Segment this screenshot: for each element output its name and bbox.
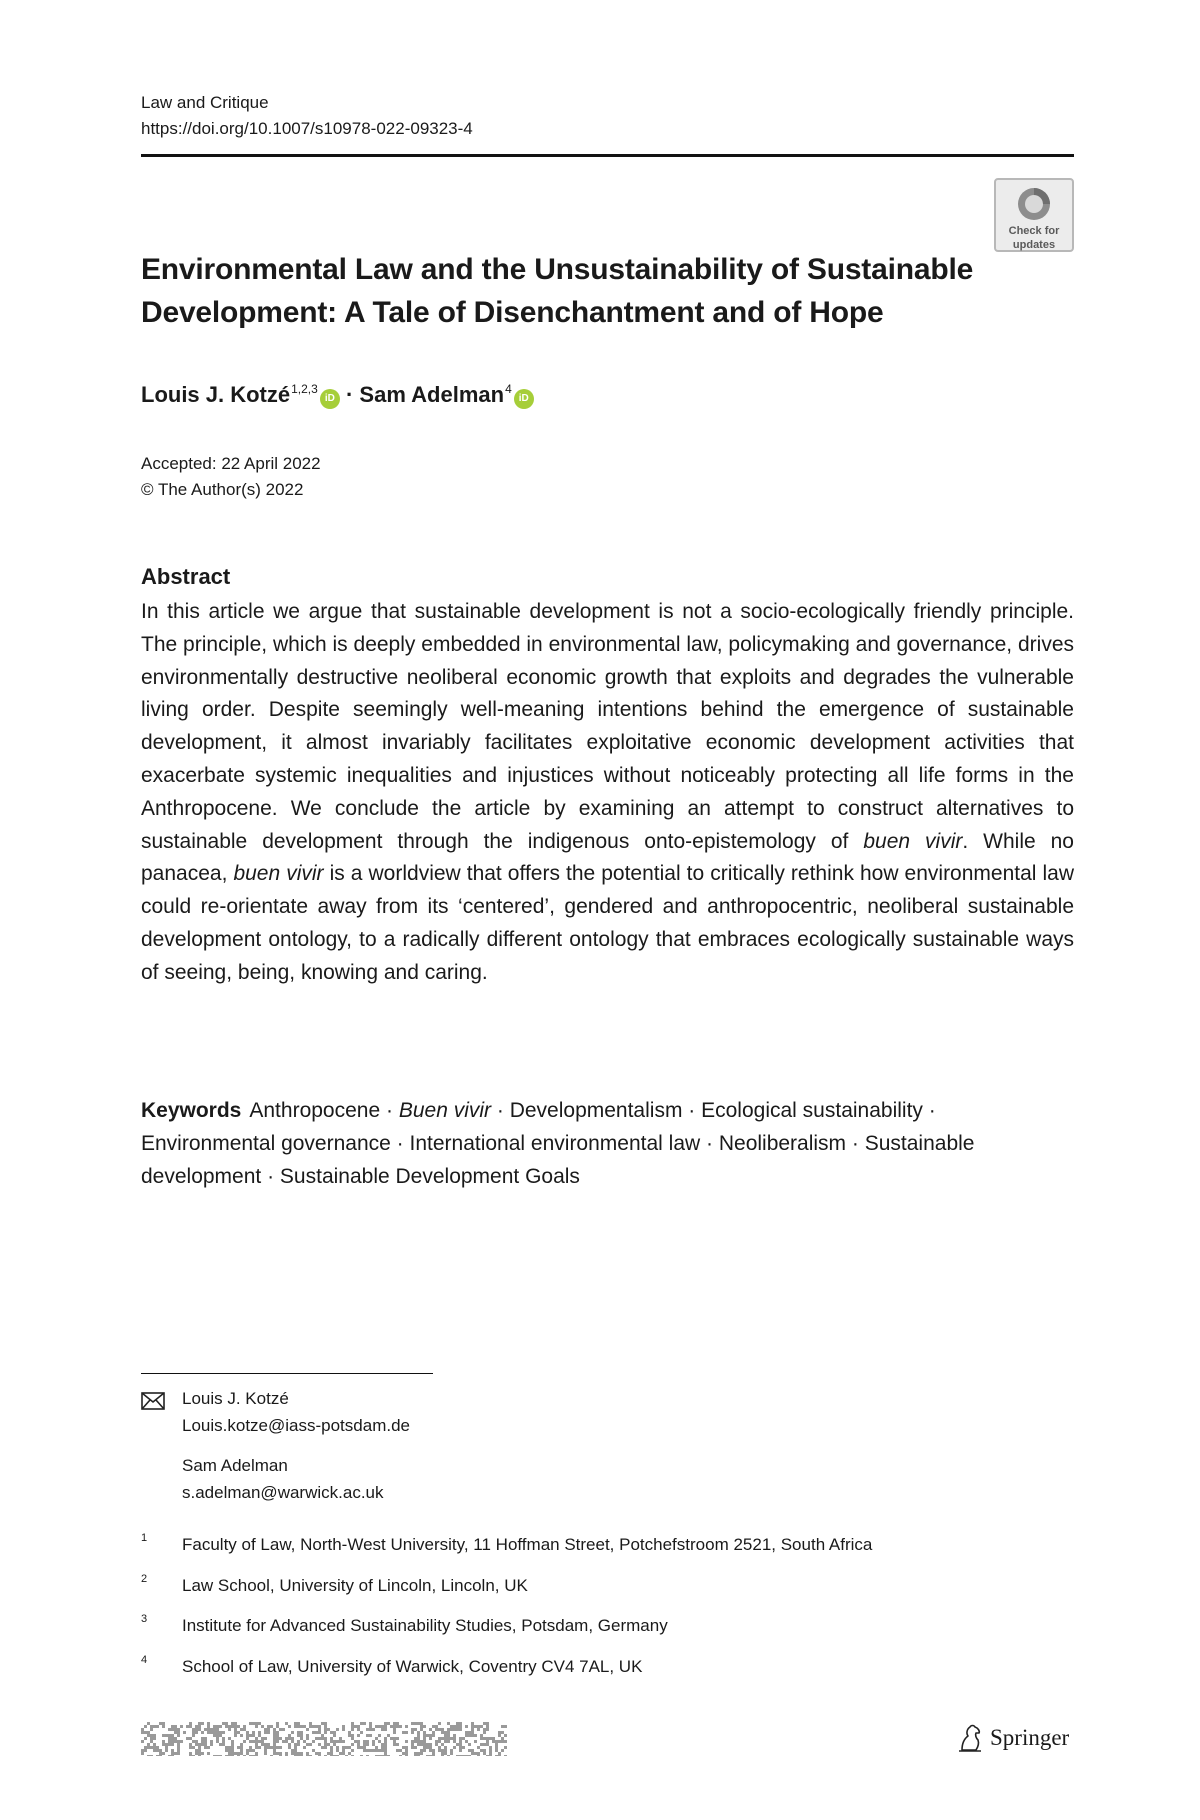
keyword-separator: · (380, 1099, 399, 1122)
abstract-part: is a worldview that offers the potential to critically rethink how environmental law could re-orientate away from its ‘centered’, gendered and anthropocentric, neoliberal sustainable development ontology, to a radically different ontology that embraces ecologically sustainable ways of seeing, being, knowing and caring. (141, 862, 1074, 984)
springer-horse-icon (956, 1723, 984, 1753)
affiliation-text: Institute for Advanced Sustainability Studies, Potsdam, Germany (182, 1616, 668, 1635)
correspondence-name: Sam Adelman (182, 1456, 288, 1475)
keyword-separator: · (682, 1099, 702, 1122)
affiliation-text: Faculty of Law, North-West University, 11 Hoffman Street, Potchefstroom 2521, South Africa (182, 1535, 873, 1554)
keyword-item[interactable]: Developmentalism (509, 1099, 683, 1122)
author-affiliation-sup: 4 (505, 382, 512, 396)
keywords-label: Keywords (141, 1099, 242, 1122)
badge-text-line2: updates (1012, 239, 1056, 251)
affiliation-text: School of Law, University of Warwick, Coventry CV4 7AL, UK (182, 1657, 643, 1676)
check-for-updates-icon (1015, 185, 1053, 223)
publisher-name: Springer (990, 1725, 1070, 1750)
correspondence-email[interactable]: Louis.kotze@iass-potsdam.de (182, 1416, 410, 1435)
author-name: Louis J. Kotzé (141, 382, 291, 407)
keyword-item[interactable]: Sustainable development (141, 1132, 975, 1188)
footnote-rule (141, 1373, 433, 1374)
doi-link[interactable]: https://doi.org/10.1007/s10978-022-09323-4 (141, 119, 473, 138)
keyword-list (141, 1099, 974, 1188)
abstract-heading: Abstract (141, 564, 231, 589)
badge-text-line1: Check for (1008, 225, 1060, 237)
keyword-separator: · (700, 1132, 719, 1155)
keyword-item[interactable]: Anthropocene (249, 1099, 381, 1122)
author-separator: · (345, 382, 354, 407)
abstract-text (141, 596, 1074, 990)
author-name: Sam Adelman (359, 382, 505, 407)
keyword-item[interactable]: Sustainable Development Goals (279, 1165, 580, 1188)
correspondence-name: Louis J. Kotzé (182, 1389, 289, 1408)
author-affiliation-sup: 1,2,3 (291, 382, 318, 396)
keyword-item[interactable]: International environmental law (409, 1132, 701, 1155)
keyword-item[interactable]: Buen vivir (398, 1099, 492, 1122)
article-title: Environmental Law and the Unsustainability of Sustainable Development: A Tale of Disenchantment and of Hope (141, 253, 974, 329)
keyword-separator: · (390, 1132, 410, 1155)
publisher-logo[interactable] (956, 1720, 1069, 1756)
affiliation-number: 3 (141, 1613, 148, 1625)
abstract-italic-term: buen vivir (233, 862, 324, 886)
affiliation-number: 1 (141, 1532, 148, 1544)
copyright-notice: © The Author(s) 2022 (141, 480, 304, 499)
keyword-separator: · (261, 1165, 280, 1188)
abstract-italic-term: buen vivir (863, 829, 963, 853)
keyword-separator: · (846, 1132, 865, 1155)
keyword-item[interactable]: Neoliberalism (718, 1132, 847, 1155)
orcid-icon[interactable]: iD (320, 389, 340, 409)
accepted-date: Accepted: 22 April 2022 (141, 454, 321, 473)
abstract-part: In this article we argue that sustainable development is not a socio-ecologically friendly principle. The principle, which is deeply embedded in environmental law, policymaking and governance, drives environmentally destructive neoliberal economic growth that exploits and degrades the vulnerable living order. Despite seemingly well-meaning intentions behind the emergence of sustainable development, it almost invariably facilitates exploitative economic development activities that exacerbate systemic inequalities and injustices without noticeably protecting all life forms in the Anthropocene. We conclude the article by examining an attempt to construct alternatives to sustainable development through the indigenous onto-epistemology of (141, 600, 1074, 853)
keyword-separator: · (491, 1099, 510, 1122)
author-list (141, 374, 534, 410)
header-rule (141, 154, 1074, 157)
keywords (141, 1094, 1041, 1193)
keyword-item[interactable]: Ecological sustainability (701, 1099, 923, 1122)
envelope-icon (141, 1392, 165, 1410)
affiliation-text: Law School, University of Lincoln, Lincoln, UK (182, 1576, 528, 1595)
affiliation-number: 2 (141, 1573, 148, 1585)
abstract-part: . While no panacea, (141, 829, 1074, 886)
keyword-item[interactable]: Environmental governance (141, 1132, 391, 1155)
affiliation-number: 4 (141, 1654, 148, 1666)
correspondence-email[interactable]: s.adelman@warwick.ac.uk (182, 1483, 384, 1502)
qr-code-strip-icon (141, 1722, 507, 1756)
keyword-separator: · (922, 1099, 936, 1122)
check-for-updates-badge[interactable] (994, 178, 1074, 252)
journal-name: Law and Critique (141, 93, 269, 112)
orcid-icon[interactable]: iD (514, 389, 534, 409)
